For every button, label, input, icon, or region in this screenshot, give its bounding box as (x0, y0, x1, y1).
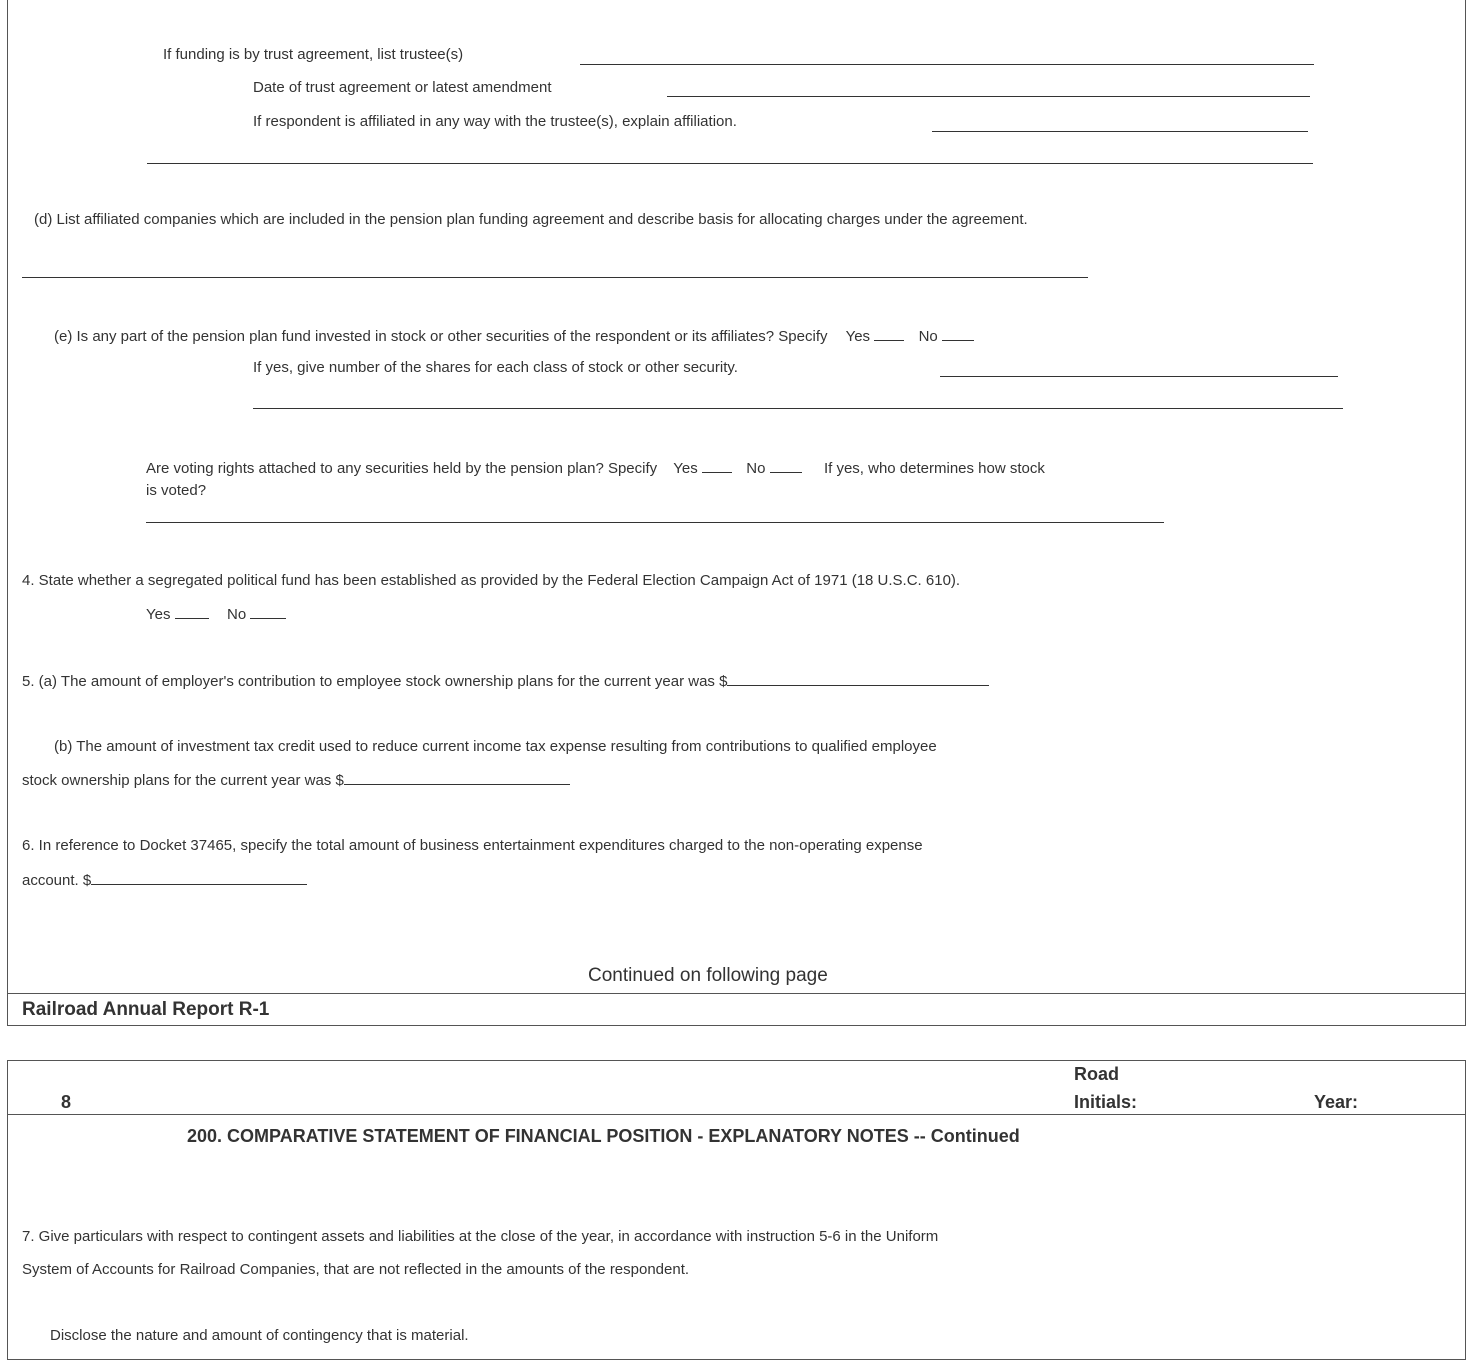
item5b-text-1: (b) The amount of investment tax credit used to reduce current income tax expense resulting from contributions to qualified employee (54, 738, 937, 755)
item-e-question: (e) Is any part of the pension plan fund invested in stock or other securities of the respondent or its affiliates? Specify (54, 328, 828, 345)
road-initials-label-2: Initials: (1074, 1092, 1138, 1112)
page2-title: 200. COMPARATIVE STATEMENT OF FINANCIAL POSITION - EXPLANATORY NOTES -- Continued (187, 1126, 1020, 1146)
trustee-label: If funding is by trust agreement, list trustee(s) (163, 46, 464, 63)
year-label: Year: (1314, 1092, 1359, 1112)
voting-line[interactable] (146, 522, 1164, 523)
affiliation-label: If respondent is affiliated in any way with the trustee(s), explain affiliation. (253, 113, 737, 130)
item4-no-label: No (227, 606, 247, 623)
continued-note: Continued on following page (588, 965, 828, 986)
item-e-yes-label: Yes (845, 328, 871, 345)
shares-line[interactable] (940, 376, 1338, 377)
item4-yes-label: Yes (146, 606, 171, 623)
item7-text-2: System of Accounts for Railroad Companies, that are not reflected in the amounts of the respondent. (22, 1261, 690, 1278)
trustee-line[interactable] (580, 64, 1314, 65)
page-number: 8 (61, 1092, 72, 1112)
page1-footer-divider (8, 993, 1465, 994)
voting-no-label: No (746, 460, 766, 477)
item6-amount-blank[interactable] (91, 870, 307, 885)
voting-yes-label: Yes (673, 460, 698, 477)
item7-text-1: 7. Give particulars with respect to contingent assets and liabilities at the close of the year, in accordance with instruction 5-6 in the Uniform (22, 1228, 939, 1245)
affiliation-line-2[interactable] (147, 163, 1313, 164)
shares-label: If yes, give number of the shares for each class of stock or other security. (253, 359, 738, 376)
item-d-text: (d) List affiliated companies which are included in the pension plan funding agreement and describe basis for allocating charges under the agreement. (34, 211, 1028, 228)
page2-header-divider (8, 1114, 1465, 1115)
voting-yes-blank[interactable] (702, 458, 732, 473)
road-initials-label-1: Road (1074, 1064, 1119, 1084)
item-e-no-blank[interactable] (942, 326, 974, 341)
report-name: Railroad Annual Report R-1 (22, 999, 270, 1020)
item6-text-2 (22, 870, 307, 890)
item5a-label: 5. (a) The amount of employer's contribution to employee stock ownership plans for the current year was $ (22, 673, 728, 690)
item-e-text (54, 326, 974, 346)
voting-followup: If yes, who determines how stock (823, 460, 1045, 477)
item5a-text (22, 671, 989, 691)
voting-text-cont: is voted? (146, 482, 207, 499)
item5b-text-2 (22, 770, 570, 790)
item6-text-1: 6. In reference to Docket 37465, specify the total amount of business entertainment expenditures charged to the non-operating expense (22, 837, 923, 854)
voting-question: Are voting rights attached to any securities held by the pension plan? Specify (146, 460, 658, 477)
item6-label: account. $ (22, 872, 92, 889)
shares-line-2[interactable] (253, 408, 1343, 409)
voting-text (146, 458, 1045, 478)
trust-date-line[interactable] (667, 96, 1310, 97)
item5b-label: stock ownership plans for the current year was $ (22, 772, 344, 789)
item-e-yes-blank[interactable] (874, 326, 904, 341)
item4-yes-blank[interactable] (175, 604, 209, 619)
item4-text: 4. State whether a segregated political fund has been established as provided by the Federal Election Campaign Act of 1971 (18 U.S.C. 610). (22, 572, 961, 589)
item-d-line[interactable] (22, 277, 1088, 278)
affiliation-line[interactable] (932, 131, 1308, 132)
item-e-no-label: No (918, 328, 938, 345)
trust-date-label: Date of trust agreement or latest amendment (253, 79, 552, 96)
item4-no-blank[interactable] (250, 604, 286, 619)
item5b-amount-blank[interactable] (344, 770, 570, 785)
item4-answers (146, 604, 286, 624)
page2-frame (7, 1060, 1466, 1360)
item5a-amount-blank[interactable] (727, 671, 989, 686)
item7-disclose: Disclose the nature and amount of contingency that is material. (50, 1327, 469, 1344)
voting-no-blank[interactable] (770, 458, 802, 473)
